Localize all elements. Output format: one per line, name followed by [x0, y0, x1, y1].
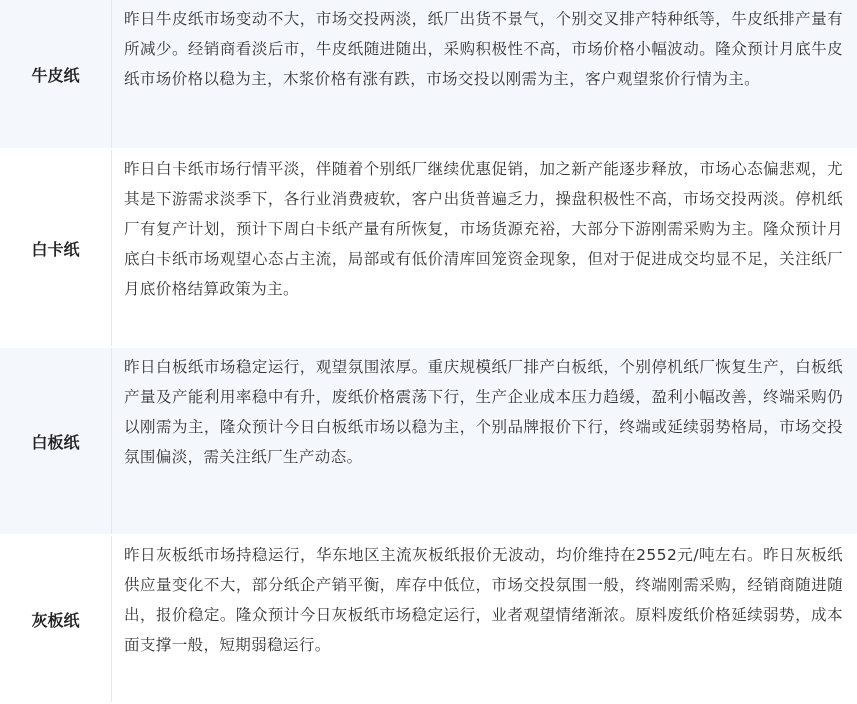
market-commentary: 昨日白板纸市场稳定运行，观望氛围浓厚。重庆规模纸厂排产白板纸，个别停机纸厂恢复生产，白板纸产量及产能利用率稳中有升，废纸价格震荡下行，生产企业成本压力趋缓，盈利小幅改善，终端采购仍以刚需为主，隆众预计今日白板纸市场以稳为主，个别品牌报价下行，终端或延续弱势格局，市场交投氛围偏淡，需关注纸厂生产动态。	[112, 348, 857, 534]
market-commentary: 昨日白卡纸市场行情平淡，伴随着个别纸厂继续优惠促销，加之新产能逐步释放，市场心态偏悲观，尤其是下游需求淡季下，各行业消费疲软，客户出货普遍乏力，操盘积极性不高，市场交投两淡。停机纸厂有复产计划，预计下周白卡纸产量有所恢复，市场货源充裕，大部分下游刚需采购为主。隆众预计月底白卡纸市场观望心态占主流，局部或有低价清库回笼资金现象，但对于促进成交均显不足，关注纸厂月底价格结算政策为主。	[112, 150, 857, 346]
market-commentary: 昨日灰板纸市场持稳运行，华东地区主流灰板纸报价无波动，均价维持在2552元/吨左右。昨日灰板纸供应量变化不大，部分纸企产销平衡，库存中低位，市场交投氛围一般，终端刚需采购，经销商随进随出，报价稳定。隆众预计今日灰板纸市场稳定运行，业者观望情绪渐浓。原料废纸价格延续弱势，成本面支撑一般，短期弱稳运行。	[112, 536, 857, 702]
paper-type-label: 牛皮纸	[0, 0, 112, 148]
paper-type-label: 白卡纸	[0, 150, 112, 346]
table-row-white-cardboard	[0, 150, 857, 348]
table-row-white-board	[0, 348, 857, 536]
table-row-kraft-paper	[0, 0, 857, 150]
market-commentary: 昨日牛皮纸市场变动不大，市场交投两淡，纸厂出货不景气，个别交叉排产特种纸等，牛皮纸排产量有所减少。经销商看淡后市，牛皮纸随进随出，采购积极性不高，市场价格小幅波动。隆众预计月底牛皮纸市场价格以稳为主，木浆价格有涨有跌，市场交投以刚需为主，客户观望浆价行情为主。	[112, 0, 857, 148]
table-row-grey-board	[0, 536, 857, 704]
paper-type-label: 白板纸	[0, 348, 112, 534]
paper-type-label: 灰板纸	[0, 536, 112, 702]
